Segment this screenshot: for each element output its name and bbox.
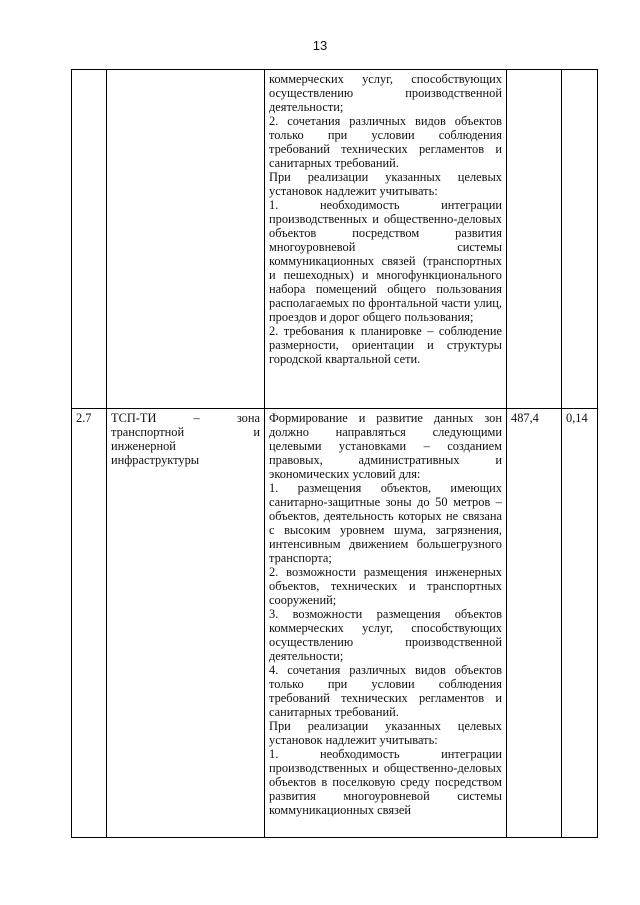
zone-share: 0,14 (562, 409, 598, 838)
paragraph: 2. требования к планировке – соблюдение размерности, ориентации и структуры городской квартальной сети. (269, 324, 502, 366)
table-row (72, 409, 598, 838)
row-number: 2.7 (72, 409, 107, 838)
zone-area (507, 70, 562, 409)
paragraph: 1. необходимость интеграции производственных и общественно-деловых объектов посредством развития многоуровневой системы коммуникационных связей (транспортных и пешеходных) и многофункционального набора помещений общего пользования располагаемых по фронтальной части улиц, проездов и дорог общего пользования; (269, 198, 502, 324)
zone-description (265, 70, 507, 409)
paragraph: 4. сочетания различных видов объектов только при условии соблюдения требований технических регламентов и санитарных требований. (269, 663, 502, 719)
paragraph: 3. возможности размещения объектов коммерческих услуг, способствующих осуществлению производственной деятельности; (269, 607, 502, 663)
zone-name (107, 70, 265, 409)
paragraph: 2. сочетания различных видов объектов только при условии соблюдения требований технических регламентов и санитарных требований. (269, 114, 502, 170)
paragraph: коммерческих услуг, способствующих осуществлению производственной деятельности; (269, 72, 502, 114)
row-number (72, 70, 107, 409)
page-number: 13 (312, 38, 328, 53)
paragraph: Формирование и развитие данных зон должно направляться следующими целевыми установками – созданием правовых, административных и экономических условий для: (269, 411, 502, 481)
paragraph: 1. размещения объектов, имеющих санитарно-защитные зоны до 50 метров – объектов, деятельность которых не связана с высоким уровнем шума, загрязнения, интенсивным движением большегрузного транспорта; (269, 481, 502, 565)
zones-table (71, 69, 598, 838)
zone-description (265, 409, 507, 838)
zone-name: ТСП-ТИ – зона транспортной и инженерной инфраструктуры (107, 409, 265, 838)
zone-area: 487,4 (507, 409, 562, 838)
paragraph: При реализации указанных целевых установок надлежит учитывать: (269, 170, 502, 198)
paragraph: 2. возможности размещения инженерных объектов, технических и транспортных сооружений; (269, 565, 502, 607)
paragraph: При реализации указанных целевых установок надлежит учитывать: (269, 719, 502, 747)
zone-share (562, 70, 598, 409)
table-row (72, 70, 598, 409)
paragraph: 1. необходимость интеграции производственных и общественно-деловых объектов в поселковую среду посредством развития многоуровневой системы коммуникационных связей (269, 747, 502, 817)
